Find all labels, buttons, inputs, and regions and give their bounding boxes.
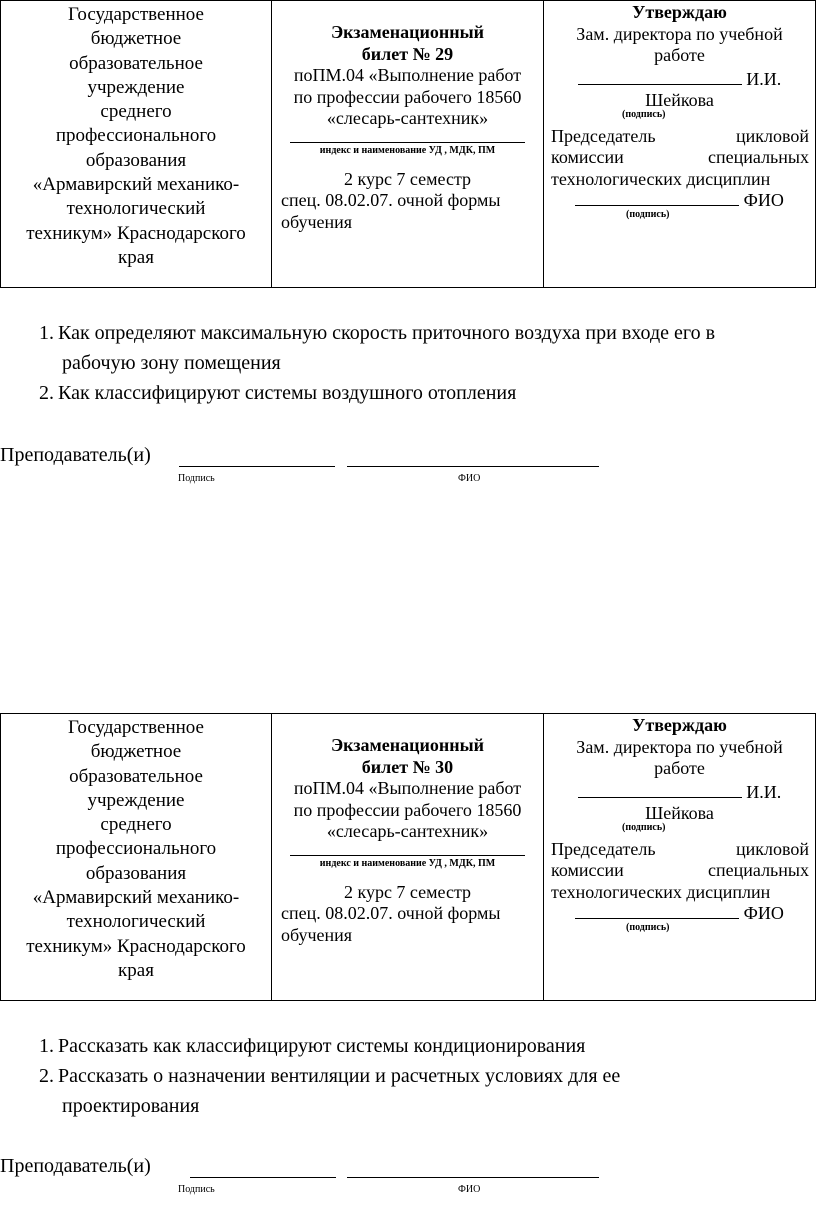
ticket-header-table xyxy=(0,0,816,288)
deputy-initials: И.И. xyxy=(746,68,782,89)
exam-title: Экзаменационный xyxy=(330,735,485,755)
chair-line-1 xyxy=(544,126,815,148)
chair-fio: ФИО xyxy=(743,903,784,923)
teacher-sign-caption: Подпись xyxy=(178,1184,215,1195)
module-line: по профессии рабочего 18560 xyxy=(293,86,522,107)
institution-line: края xyxy=(118,959,154,981)
institution-line: среднего xyxy=(100,101,172,123)
institution-line: техникум» Краснодарского xyxy=(26,935,246,957)
institution-line: образования xyxy=(85,149,187,171)
deputy-signature-line xyxy=(578,797,742,798)
teacher-fio-line xyxy=(347,1177,599,1178)
question-number: 1. xyxy=(39,1035,54,1057)
deputy-initials: И.И. xyxy=(746,781,782,802)
question-number: 2. xyxy=(39,382,54,404)
question-text: Как классифицируют системы воздушного отопления xyxy=(58,382,517,404)
deputy-sign-caption: (подпись) xyxy=(622,108,666,120)
chair-sign-caption: (подпись) xyxy=(626,208,670,220)
institution-line: учреждение xyxy=(87,789,185,811)
course-line: 2 курс 7 семестр xyxy=(343,881,472,902)
chair-word: специальных xyxy=(708,860,809,880)
index-caption: индекс и наименование УД , МДК, ПМ xyxy=(319,144,496,156)
teacher-fio-line xyxy=(347,466,599,467)
teacher-sign-caption: Подпись xyxy=(178,473,215,484)
institution-line: бюджетное xyxy=(90,28,182,50)
question-continuation: рабочую зону помещения xyxy=(62,352,281,374)
approval-cell xyxy=(544,1,815,287)
institution-line: учреждение xyxy=(87,76,185,98)
question-text: Как определяют максимальную скорость приточного воздуха при входе его в xyxy=(58,322,716,344)
ticket-info-cell xyxy=(272,1,544,287)
exam-title: Экзаменационный xyxy=(330,22,485,42)
institution-line: профессионального xyxy=(55,838,217,860)
questions-list xyxy=(30,1031,816,1121)
chair-line-3: технологических дисциплин xyxy=(551,881,771,902)
institution-line: техникум» Краснодарского xyxy=(26,222,246,244)
chair-signature-row xyxy=(544,190,815,212)
index-line xyxy=(290,142,525,143)
chair-line-2 xyxy=(544,860,815,882)
deputy-line: работе xyxy=(654,758,705,778)
question-item xyxy=(30,1031,816,1061)
teacher-signature xyxy=(0,1155,816,1195)
chair-word: специальных xyxy=(708,147,809,167)
course-line: 2 курс 7 семестр xyxy=(343,168,472,189)
teacher-sign-line xyxy=(179,466,335,467)
question-number: 2. xyxy=(39,1065,54,1087)
chair-sign-caption: (подпись) xyxy=(626,921,670,933)
chair-signature-row xyxy=(544,903,815,925)
ticket-header-table xyxy=(0,713,816,1001)
chair-signature-line xyxy=(575,918,739,919)
question-text: Рассказать как классифицируют системы кондиционирования xyxy=(58,1035,586,1057)
deputy-sign-caption: (подпись) xyxy=(622,821,666,833)
chair-word: Председатель xyxy=(551,838,656,859)
deputy-signature-row xyxy=(544,782,815,804)
spec-line: обучения xyxy=(281,211,353,232)
question-text: Рассказать о назначении вентиляции и расчетных условиях для ее xyxy=(58,1065,621,1087)
institution-line: профессионального xyxy=(55,125,217,147)
questions-list xyxy=(30,318,816,408)
module-line: поПМ.04 «Выполнение работ xyxy=(293,778,522,798)
deputy-surname: Шейкова xyxy=(645,90,714,110)
teacher-signature xyxy=(0,444,816,484)
index-line xyxy=(290,855,525,856)
institution-line: образовательное xyxy=(69,765,203,787)
institution-line: образовательное xyxy=(69,52,203,74)
institution-line: «Армавирский механико- xyxy=(32,887,240,909)
index-caption: индекс и наименование УД , МДК, ПМ xyxy=(319,857,496,869)
institution-line: Государственное xyxy=(68,717,204,738)
question-item xyxy=(30,1061,816,1091)
institution-line: «Армавирский механико- xyxy=(32,174,240,196)
spec-line: спец. 08.02.07. очной формы xyxy=(281,903,501,923)
chair-line-2 xyxy=(544,147,815,169)
question-number: 1. xyxy=(39,322,54,344)
chair-line-1 xyxy=(544,839,815,861)
approval-cell xyxy=(544,714,815,1000)
module-line: по профессии рабочего 18560 xyxy=(293,799,522,820)
deputy-signature-line xyxy=(578,84,742,85)
chair-word: Председатель xyxy=(551,125,656,146)
chair-word: комиссии xyxy=(551,860,624,880)
spec-line: обучения xyxy=(281,924,353,945)
module-line: «слесарь-сантехник» xyxy=(326,821,489,841)
deputy-line: работе xyxy=(654,45,705,65)
module-line: «слесарь-сантехник» xyxy=(326,108,489,128)
ticket-info-cell xyxy=(272,714,544,1000)
question-item xyxy=(30,378,816,408)
institution-line: технологический xyxy=(66,198,206,220)
question-continuation: проектирования xyxy=(62,1095,200,1117)
institution-line: Государственное xyxy=(68,4,204,25)
chair-fio: ФИО xyxy=(743,190,784,210)
approve-heading: Утверждаю xyxy=(632,2,727,22)
institution-line: образования xyxy=(85,862,187,884)
deputy-line: Зам. директора по учебной xyxy=(576,736,783,757)
chair-word: комиссии xyxy=(551,147,624,167)
deputy-surname: Шейкова xyxy=(645,803,714,823)
institution-line: технологический xyxy=(66,911,206,933)
spec-line: спец. 08.02.07. очной формы xyxy=(281,190,501,210)
institution-cell xyxy=(1,714,272,1000)
institution-line: бюджетное xyxy=(90,741,182,763)
chair-line-3: технологических дисциплин xyxy=(551,168,771,189)
deputy-signature-row xyxy=(544,69,815,91)
teacher-fio-caption: ФИО xyxy=(458,1184,481,1195)
ticket-number: билет № 29 xyxy=(361,43,454,64)
teacher-fio-caption: ФИО xyxy=(458,473,481,484)
approve-heading: Утверждаю xyxy=(632,715,727,735)
teacher-label: Преподаватель(и) xyxy=(0,1155,151,1177)
question-item xyxy=(30,318,816,348)
chair-signature-line xyxy=(575,205,739,206)
chair-word: цикловой xyxy=(735,838,809,859)
chair-word: цикловой xyxy=(735,125,809,146)
ticket-number: билет № 30 xyxy=(361,756,454,777)
teacher-sign-line xyxy=(190,1177,336,1178)
institution-cell xyxy=(1,1,272,287)
institution-line: края xyxy=(118,246,154,268)
module-line: поПМ.04 «Выполнение работ xyxy=(293,65,522,85)
institution-line: среднего xyxy=(100,814,172,836)
teacher-label: Преподаватель(и) xyxy=(0,444,151,466)
deputy-line: Зам. директора по учебной xyxy=(576,23,783,44)
